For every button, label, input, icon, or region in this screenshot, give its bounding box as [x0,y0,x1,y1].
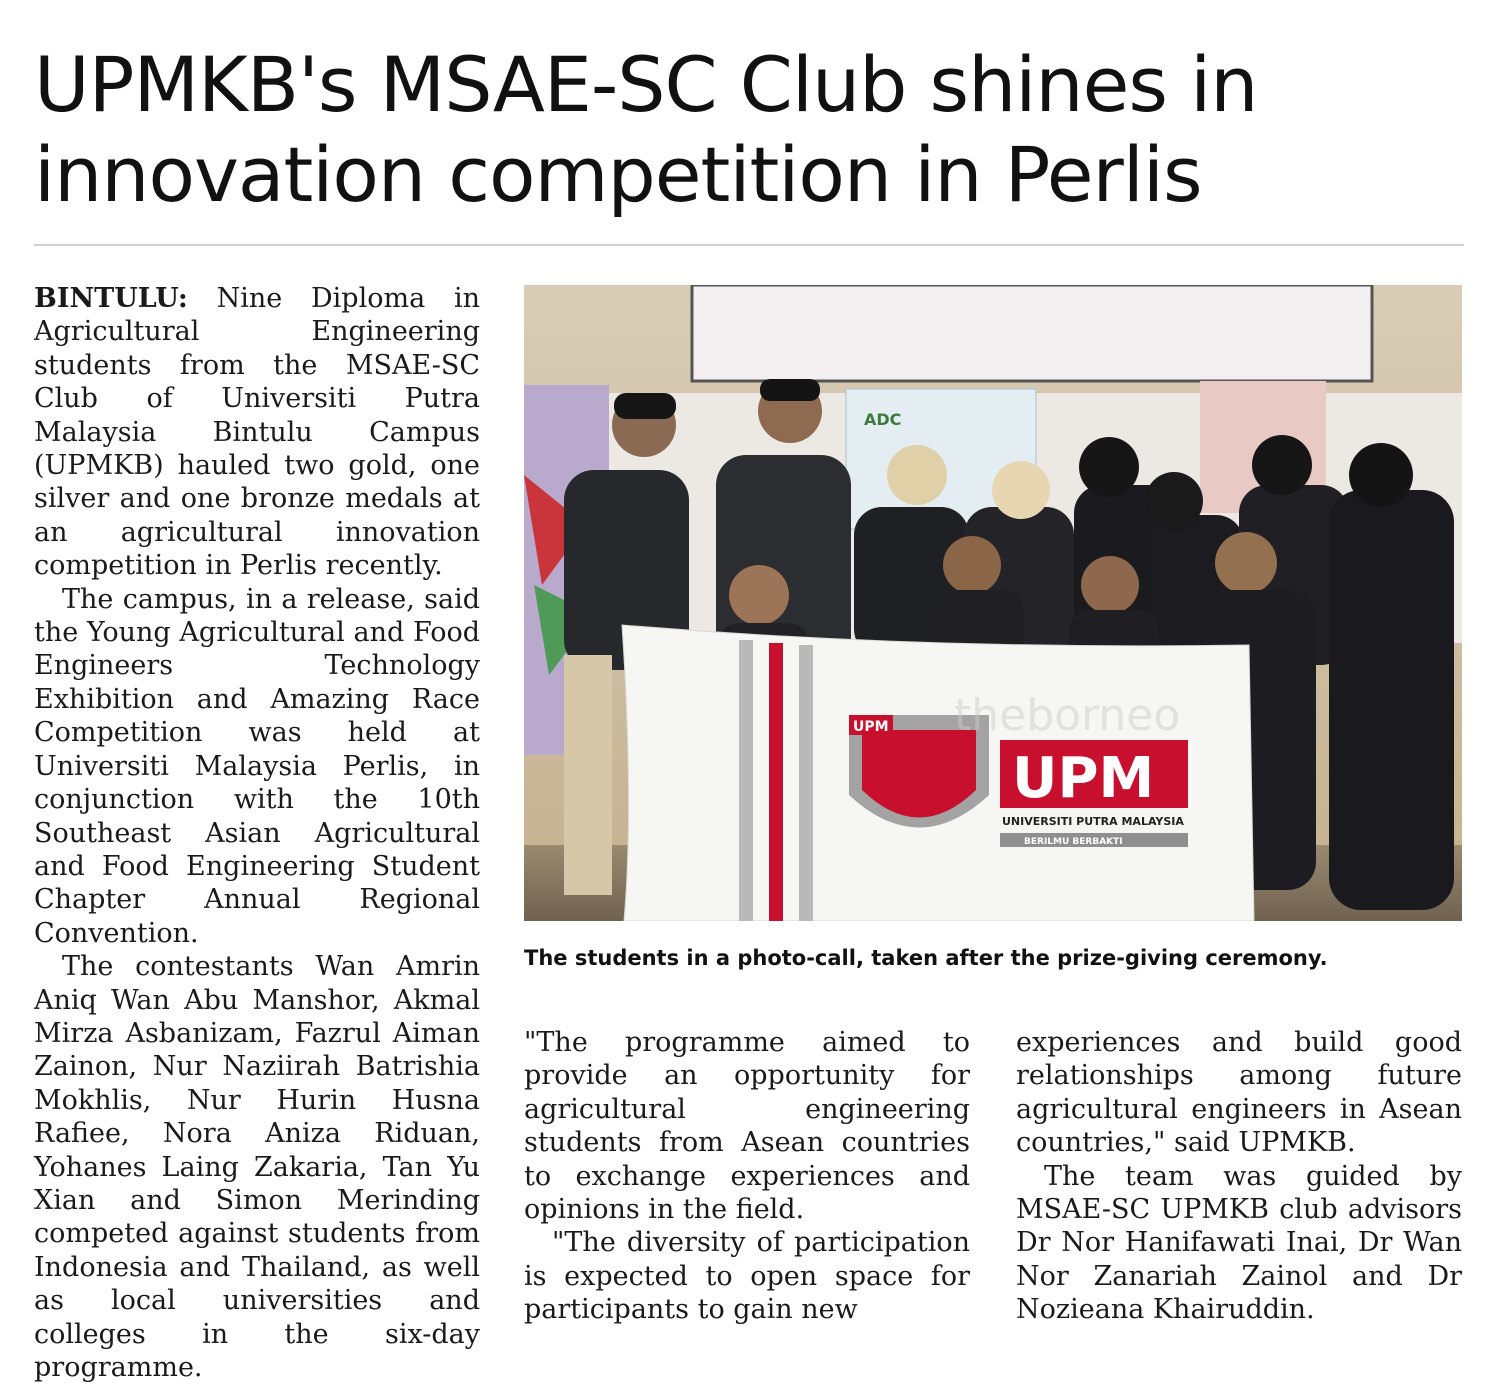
flag-motto: BERILMU BERBAKTI [1024,837,1123,847]
paragraph-6: experiences and build good relationships among future agricultural engineers in Asean countries," said UPMKB. [1016,1027,1462,1159]
headline-rule [34,244,1464,246]
lead-paragraph [34,282,480,583]
upm-flag [622,625,1254,921]
article-column-1 [34,282,480,1384]
article-column-2 [524,1026,970,1327]
headline-line-1: UPMKB's MSAE-SC Club shines in [34,40,1258,129]
paragraph-3: The contestants Wan Amrin Aniq Wan Abu Manshor, Akmal Mirza Asbanizam, Fazrul Aiman Zainon, Nur Naziirah Batrishia Mokhlis, Nur Hurin Husna Rafiee, Nora Aniza Riduan, Yohanes Laing Zakaria, Tan Yu Xian and Simon Merinding competed against students from Indonesia and Thailand, as well as local universities and colleges in the six-day programme. [34,951,480,1383]
flag-university-name: UNIVERSITI PUTRA MALAYSIA [1002,815,1184,828]
dateline: BINTULU: [34,283,188,314]
article-column-3 [1016,1026,1462,1327]
paragraph-7: The team was guided by MSAE-SC UPMKB club advisors Dr Nor Hanifawati Inai, Dr Wan Nor Zanariah Zainol and Dr Nozieana Khairuddin. [1016,1160,1462,1326]
headline [34,40,1474,220]
paragraph-2: The campus, in a release, said the Young Agricultural and Food Engineers Technology Exhibition and Amazing Race Competition was held at Universiti Malaysia Perlis, in conjunction with the 10th Southeast Asian Agricultural and Food Engineering Student Chapter Annual Regional Convention. [34,583,480,949]
photo-watermark: theborneo [954,690,1181,741]
flag-badge-text: UPM [853,719,889,735]
paragraph-5: "The diversity of participation is expected to open space for participants to gain new [524,1227,970,1326]
photo-caption: The students in a photo-call, taken after the prize-giving ceremony. [524,946,1328,970]
lead-text: Nine Diploma in Agricultural Engineering students from the MSAE-SC Club of Universiti Putra Malaysia Bintulu Campus (UPMKB) hauled two gold, one silver and one bronze medals at an agricultural innovation competition in Perlis recently. [34,283,480,582]
banner-logo-text: ADC [864,410,902,429]
projection-screen [692,285,1372,381]
flag-wordmark: UPM [1012,746,1155,811]
paragraph-4: "The programme aimed to provide an opportunity for agricultural engineering students from Asean countries to exchange experiences and opinions in the field. [524,1027,970,1226]
headline-line-2: innovation competition in Perlis [34,130,1202,219]
news-photo [524,285,1462,921]
